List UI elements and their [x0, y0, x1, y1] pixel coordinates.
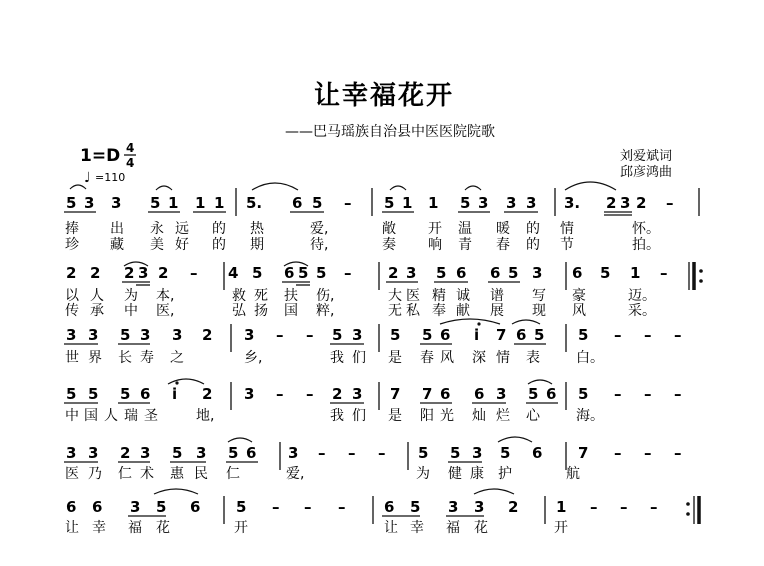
slur [498, 437, 532, 442]
note: – [674, 326, 682, 344]
note: 1 [428, 194, 439, 212]
note: 6 [456, 264, 467, 282]
lyric-char: 无 [388, 303, 402, 319]
note: 5 [120, 385, 131, 403]
note: 5 [436, 264, 447, 282]
note: 6 [92, 498, 103, 516]
lyric-char: 期 [250, 237, 264, 253]
note: 3 [478, 194, 489, 212]
lyric-char: 美 [150, 237, 164, 253]
note: – [660, 264, 668, 282]
slur [168, 379, 204, 384]
high-octave-dot [175, 381, 178, 384]
note: 1 [630, 264, 641, 282]
lyric-char: 人 [90, 288, 104, 304]
note: 5 [528, 385, 539, 403]
tie [528, 380, 552, 384]
note: 5 [172, 444, 183, 462]
lyric-char: 奏 [382, 237, 396, 253]
lyric-char: 们 [352, 408, 366, 424]
note: 3 [140, 326, 151, 344]
note: 2 [388, 264, 399, 282]
note: 5 [88, 385, 99, 403]
lyric-char: 白。 [576, 350, 604, 366]
lyric-char: 青 [458, 237, 472, 253]
lyric-char: 伤, [316, 288, 335, 304]
lyric-char: 中 [65, 408, 79, 424]
lyric-char: 拍。 [632, 237, 660, 253]
slur [565, 182, 616, 190]
note: 7 [496, 326, 507, 344]
lyric-char: 世 [65, 350, 79, 366]
lyric-char: 情 [560, 221, 574, 237]
note: 5 [156, 498, 167, 516]
note: 1 [168, 194, 179, 212]
lyric-char: 寿 [140, 350, 154, 366]
lyric-line [65, 349, 604, 366]
lyric-char: 开 [554, 520, 568, 536]
lyric-line [65, 236, 660, 253]
tie [465, 186, 481, 190]
note: 7 [390, 385, 401, 403]
note: – [338, 498, 346, 516]
note: 2 [90, 264, 101, 282]
note: 2 [606, 194, 617, 212]
lyric-char: 烂 [496, 408, 510, 424]
note: 5 [460, 194, 471, 212]
lyric-char: 传 [65, 303, 79, 319]
lyric-line [65, 519, 568, 536]
note: – [348, 444, 356, 462]
lyric-char: 瑞 [124, 408, 138, 424]
lyric-char: 写 [532, 288, 546, 304]
quarter-note-icon: ♩ [84, 170, 91, 186]
lyric-char: 扶 [284, 288, 298, 304]
lyricist-credit: 刘爱斌词 [620, 149, 673, 164]
note: 3 [244, 385, 255, 403]
lyric-line [65, 287, 656, 304]
lyric-char: 海。 [576, 408, 604, 424]
slur [440, 319, 500, 324]
note: 6 [474, 385, 485, 403]
tie [390, 186, 406, 190]
note: 2 [508, 498, 519, 516]
note: 6 [66, 498, 77, 516]
note: 3 [138, 264, 149, 282]
lyric-char: 捧 [65, 221, 79, 237]
lyric-char: 响 [428, 237, 442, 253]
note: 1 [402, 194, 413, 212]
note: – [344, 194, 352, 212]
note: 3 [526, 194, 537, 212]
note: 5 [298, 264, 309, 282]
score-row-6 [65, 489, 699, 536]
lyric-char: 光 [440, 408, 454, 424]
note: 5 [578, 326, 589, 344]
note: 3 [472, 444, 483, 462]
lyric-char: 花 [474, 520, 488, 536]
lyric-line [65, 407, 604, 424]
note: – [644, 326, 652, 344]
lyric-char: 展 [490, 303, 504, 319]
lyric-char: 乡, [244, 350, 263, 366]
lyric-char: 中 [124, 303, 138, 319]
note: 3 [532, 264, 543, 282]
note: 6 [246, 444, 257, 462]
lyric-char: 医 [406, 288, 420, 304]
lyric-char: 界 [88, 350, 102, 366]
note: 6 [140, 385, 151, 403]
note: 3 [244, 326, 255, 344]
note: – [590, 498, 598, 516]
lyric-char: 为 [416, 466, 430, 482]
note: 5 [422, 326, 433, 344]
lyric-char: 圣 [144, 408, 158, 424]
note: 5 [410, 498, 421, 516]
lyric-char: 远 [175, 221, 189, 237]
score-row-5 [64, 437, 682, 482]
note: 3 [352, 385, 363, 403]
note: 3 [66, 444, 77, 462]
note: 5 [312, 194, 323, 212]
note: 3 [140, 444, 151, 462]
high-octave-dot [477, 322, 480, 325]
lyric-char: 的 [212, 237, 226, 253]
lyric-char: 是 [388, 350, 402, 366]
lyric-char: 术 [140, 466, 154, 482]
lyric-char: 现 [532, 303, 546, 319]
note: 6 [190, 498, 201, 516]
note: 5 [390, 326, 401, 344]
repeat-dot [686, 512, 690, 516]
lyric-char: 地, [196, 408, 215, 424]
lyric-char: 深 [472, 350, 486, 366]
note: 6 [572, 264, 583, 282]
note: – [318, 444, 326, 462]
lyric-char: 扬 [254, 303, 268, 319]
lyric-char: 们 [352, 350, 366, 366]
note: 5 [66, 385, 77, 403]
lyric-char: 怀。 [632, 221, 660, 237]
lyric-char: 藏 [110, 237, 124, 253]
lyric-char: 情 [496, 350, 510, 366]
lyric-char: 的 [526, 221, 540, 237]
lyric-char: 诚 [456, 288, 470, 304]
lyric-char: 福 [128, 520, 142, 536]
time-signature-bottom: 4 [126, 156, 135, 170]
lyric-char: 国 [284, 303, 298, 319]
lyric-char: 医, [156, 303, 175, 319]
lyric-char: 热 [250, 221, 264, 237]
lyric-char: 谱 [490, 288, 504, 304]
note: 6 [384, 498, 395, 516]
note: 3 [88, 444, 99, 462]
note: 1 [214, 194, 225, 212]
lyric-char: 节 [560, 237, 574, 253]
note: 2 [202, 326, 213, 344]
note: 3 [196, 444, 207, 462]
note: 2 [120, 444, 131, 462]
note: 2 [202, 385, 213, 403]
lyric-char: 阳 [420, 408, 434, 424]
note: 3 [130, 498, 141, 516]
repeat-dot [699, 269, 703, 273]
note: – [306, 326, 314, 344]
lyric-char: 爱, [310, 221, 329, 237]
note: 3 [448, 498, 459, 516]
lyric-char: 弘 [232, 303, 246, 319]
note: 5 [252, 264, 263, 282]
note: – [272, 498, 280, 516]
note: 3 [352, 326, 363, 344]
tempo-mark: =110 [95, 171, 126, 184]
lyric-char: 风 [440, 350, 454, 366]
lyric-char: 幸 [410, 520, 424, 536]
tie [156, 186, 172, 190]
note: 5 [450, 444, 461, 462]
note: 7 [422, 385, 433, 403]
note: 3 [620, 194, 631, 212]
note: 1 [195, 194, 206, 212]
lyric-char: 精 [432, 288, 446, 304]
note: – [614, 326, 622, 344]
lyric-char: 献 [456, 303, 470, 319]
lyric-char: 仁 [226, 466, 240, 482]
time-signature-top: 4 [126, 141, 135, 155]
note: 2 [332, 385, 343, 403]
note: – [378, 444, 386, 462]
note: 1 [556, 498, 567, 516]
note: 3 [506, 194, 517, 212]
lyric-char: 敞 [382, 221, 396, 237]
note: 5 [150, 194, 161, 212]
song-title: 让幸福花开 [313, 81, 455, 111]
note: 5 [384, 194, 395, 212]
note: i [172, 385, 178, 403]
note: 7 [578, 444, 589, 462]
lyric-char: 迈。 [628, 288, 656, 304]
lyric-char: 医 [65, 466, 79, 482]
note: 3 [172, 326, 183, 344]
lyric-char: 灿 [472, 408, 486, 424]
lyric-char: 爱, [286, 466, 305, 482]
lyric-char: 春 [496, 237, 510, 253]
note: 5 [508, 264, 519, 282]
lyric-char: 大 [388, 288, 402, 304]
lyric-char: 待, [310, 237, 329, 253]
lyric-char: 温 [458, 221, 472, 237]
lyric-char: 本, [156, 288, 175, 304]
note: – [666, 194, 674, 212]
lyric-char: 的 [526, 237, 540, 253]
lyric-char: 死 [254, 288, 268, 304]
lyric-char: 康 [470, 466, 484, 482]
lyric-char: 以 [65, 288, 79, 304]
note: 5 [578, 385, 589, 403]
note: 2 [66, 264, 77, 282]
lyric-char: 采。 [628, 303, 656, 319]
note: 3 [406, 264, 417, 282]
repeat-dot [686, 502, 690, 506]
score-row-4 [64, 379, 682, 424]
note: 5 [500, 444, 511, 462]
lyric-char: 开 [234, 520, 248, 536]
repeat-dot [699, 279, 703, 283]
lyric-line [65, 220, 660, 237]
lyric-char: 表 [526, 350, 540, 366]
note: 6 [490, 264, 501, 282]
tie [512, 320, 540, 324]
note: 3 [496, 385, 507, 403]
lyric-char: 人 [104, 408, 118, 424]
note: – [644, 385, 652, 403]
note: 5 [228, 444, 239, 462]
note: 6 [440, 385, 451, 403]
lyric-char: 心 [526, 408, 540, 424]
score-row-3 [64, 319, 682, 366]
lyric-char: 健 [448, 466, 462, 482]
key-signature: 1=D [80, 146, 121, 166]
note: – [276, 326, 284, 344]
note: 3 [66, 326, 77, 344]
lyric-char: 护 [498, 466, 512, 482]
lyric-char: 粹, [316, 303, 335, 319]
note: 3 [84, 194, 95, 212]
note: – [614, 385, 622, 403]
slur [154, 489, 198, 494]
tie [228, 438, 252, 442]
lyric-char: 之 [170, 350, 184, 366]
lyric-char: 的 [212, 221, 226, 237]
note: 2 [636, 194, 647, 212]
note: 5 [66, 194, 77, 212]
lyric-char: 救 [232, 288, 246, 304]
lyric-char: 奉 [432, 303, 446, 319]
lyric-line [65, 465, 580, 482]
lyric-char: 国 [84, 408, 98, 424]
note: 6 [546, 385, 557, 403]
note: 5 [418, 444, 429, 462]
note: 6 [516, 326, 527, 344]
lyric-char: 珍 [65, 237, 79, 253]
note: 5 [236, 498, 247, 516]
note: 3 [111, 194, 122, 212]
note: – [276, 385, 284, 403]
note: – [304, 498, 312, 516]
lyric-char: 豪 [572, 288, 586, 304]
lyric-char: 好 [175, 237, 189, 253]
lyric-char: 惠 [170, 466, 184, 482]
note: 5 [534, 326, 545, 344]
lyric-char: 让 [65, 520, 79, 536]
lyric-char: 让 [384, 520, 398, 536]
lyric-char: 私 [406, 303, 420, 319]
note: – [674, 385, 682, 403]
slur [252, 183, 298, 190]
lyric-char: 长 [118, 350, 132, 366]
note: – [306, 385, 314, 403]
lyric-char: 出 [110, 221, 124, 237]
note: 5. [246, 194, 263, 212]
note: 6 [440, 326, 451, 344]
slur [474, 489, 514, 494]
note: – [344, 264, 352, 282]
lyric-line [65, 302, 656, 319]
lyric-char: 暖 [496, 221, 510, 237]
note: 3 [474, 498, 485, 516]
note: 3 [88, 326, 99, 344]
lyric-char: 我 [330, 350, 344, 366]
lyric-char: 为 [124, 288, 138, 304]
note: – [190, 264, 198, 282]
song-subtitle: ——巴马瑶族自治县中医医院院歌 [285, 124, 495, 140]
lyric-char: 花 [156, 520, 170, 536]
lyric-char: 风 [572, 303, 586, 319]
note: 6 [292, 194, 303, 212]
lyric-char: 是 [388, 408, 402, 424]
lyric-char: 仁 [118, 466, 132, 482]
note: 6 [532, 444, 543, 462]
composer-credit: 邱彦鸿曲 [620, 165, 673, 180]
note: 3 [288, 444, 299, 462]
lyric-char: 开 [428, 221, 442, 237]
lyric-char: 承 [90, 303, 104, 319]
note: 6 [284, 264, 295, 282]
note: – [674, 444, 682, 462]
score-row-2 [65, 262, 703, 319]
note: 5 [316, 264, 327, 282]
note: – [650, 498, 658, 516]
lyric-char: 我 [330, 408, 344, 424]
note: i [474, 326, 480, 344]
lyric-char: 永 [150, 221, 164, 237]
lyric-char: 民 [194, 466, 208, 482]
note: – [620, 498, 628, 516]
lyric-char: 乃 [88, 466, 102, 482]
lyric-char: 福 [446, 520, 460, 536]
lyric-char: 航 [566, 466, 580, 482]
note: 2 [124, 264, 135, 282]
note: 5 [120, 326, 131, 344]
lyric-char: 幸 [92, 520, 106, 536]
note: – [614, 444, 622, 462]
note: – [644, 444, 652, 462]
note: 4 [228, 264, 239, 282]
note: 3. [564, 194, 581, 212]
note: 2 [158, 264, 169, 282]
lyric-char: 春 [420, 350, 434, 366]
score-row-1 [64, 182, 699, 253]
note: 5 [332, 326, 343, 344]
note: 5 [600, 264, 611, 282]
